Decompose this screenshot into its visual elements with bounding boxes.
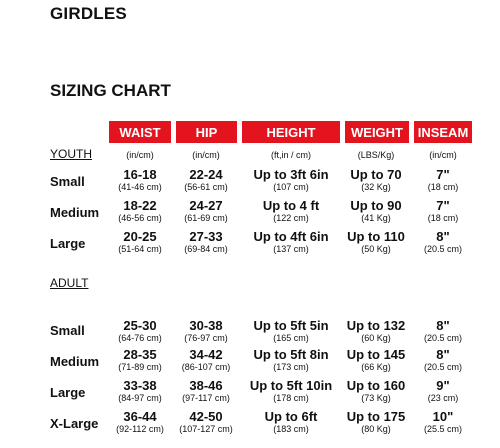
cell-metric: (50 Kg) — [361, 244, 391, 254]
cell-metric: (173 cm) — [273, 362, 309, 372]
unit-waist: (in/cm) — [126, 150, 154, 160]
height-cell — [250, 379, 332, 404]
weight-cell — [347, 348, 406, 373]
cell-value: 27-33 — [189, 229, 223, 244]
cell-metric: (32 Kg) — [361, 182, 391, 192]
cell-metric: (107 cm) — [273, 182, 309, 192]
inseam-cell — [424, 348, 462, 373]
size-label: Large — [50, 385, 86, 400]
cell-value: 22-24 — [189, 167, 223, 182]
hip-cell — [182, 379, 230, 404]
cell-value: 9" — [436, 378, 450, 393]
cell-value: Up to 4ft 6in — [253, 229, 329, 244]
inseam-cell — [424, 319, 462, 344]
inseam-cell — [428, 168, 459, 193]
size-label: Large — [50, 236, 86, 251]
cell-value: 7" — [436, 167, 450, 182]
size-label: Medium — [50, 205, 100, 220]
cell-metric: (122 cm) — [273, 213, 309, 223]
cell-metric: (20.5 cm) — [423, 362, 463, 372]
cell-metric: (18 cm) — [427, 213, 459, 223]
size-label: Small — [50, 323, 85, 338]
cell-value: Up to 90 — [350, 198, 402, 213]
hip-cell — [179, 410, 233, 435]
cell-value: Up to 160 — [346, 378, 406, 393]
cell-metric: (80 Kg) — [361, 424, 391, 434]
waist-cell — [116, 410, 164, 435]
weight-cell — [350, 199, 401, 224]
cell-value: 18-22 — [123, 198, 157, 213]
cell-metric: (69-84 cm) — [184, 244, 228, 254]
hip-cell — [184, 168, 228, 193]
unit-hip: (in/cm) — [192, 150, 220, 160]
weight-cell — [347, 410, 406, 435]
cell-value: Up to 5ft 8in — [253, 347, 329, 362]
waist-cell — [118, 348, 162, 373]
cell-value: 20-25 — [123, 229, 157, 244]
height-cell — [253, 348, 328, 373]
height-cell — [263, 199, 319, 224]
cell-value: Up to 5ft 5in — [253, 318, 329, 333]
cell-value: 36-44 — [123, 409, 157, 424]
column-header-hip: HIP — [176, 121, 237, 143]
hip-cell — [184, 199, 228, 224]
cell-metric: (46-56 cm) — [118, 213, 162, 223]
cell-metric: (66 Kg) — [361, 362, 391, 372]
size-label: X-Large — [50, 416, 99, 431]
height-cell — [265, 410, 318, 435]
height-cell — [253, 230, 328, 255]
hip-cell — [182, 348, 231, 373]
cell-metric: (165 cm) — [273, 333, 309, 343]
cell-value: 28-35 — [123, 347, 157, 362]
cell-metric: (86-107 cm) — [181, 362, 231, 372]
column-header-height: HEIGHT — [242, 121, 340, 143]
cell-value: 38-46 — [189, 378, 223, 393]
weight-cell — [350, 168, 401, 193]
youth-group-label: YOUTH — [50, 147, 92, 161]
cell-value: 34-42 — [189, 347, 223, 362]
cell-metric: (137 cm) — [273, 244, 309, 254]
size-label: Medium — [50, 354, 100, 369]
weight-cell — [347, 319, 406, 344]
waist-cell — [118, 230, 162, 255]
cell-metric: (41 Kg) — [361, 213, 391, 223]
cell-value: 25-30 — [123, 318, 157, 333]
cell-value: 8" — [436, 347, 450, 362]
cell-value: Up to 70 — [350, 167, 402, 182]
hip-cell — [184, 230, 228, 255]
cell-value: Up to 145 — [346, 347, 406, 362]
inseam-cell — [424, 410, 462, 435]
unit-inseam: (in/cm) — [429, 150, 457, 160]
cell-metric: (73 Kg) — [361, 393, 391, 403]
weight-cell — [347, 230, 405, 255]
column-header-inseam: INSEAM — [414, 121, 472, 143]
adult-group-label: ADULT — [50, 276, 89, 290]
section-title: SIZING CHART — [50, 81, 171, 100]
inseam-cell — [428, 379, 459, 404]
waist-cell — [118, 319, 162, 344]
cell-value: Up to 6ft — [264, 409, 318, 424]
cell-value: 8" — [436, 229, 450, 244]
cell-metric: (51-64 cm) — [118, 244, 162, 254]
height-cell — [253, 168, 328, 193]
cell-metric: (20.5 cm) — [423, 244, 463, 254]
size-label: Small — [50, 174, 85, 189]
unit-height: (ft,in / cm) — [271, 150, 311, 160]
cell-metric: (71-89 cm) — [118, 362, 162, 372]
cell-metric: (178 cm) — [273, 393, 309, 403]
cell-value: Up to 5ft 10in — [249, 378, 333, 393]
cell-value: 10" — [432, 409, 454, 424]
cell-value: 16-18 — [123, 167, 157, 182]
inseam-cell — [424, 230, 462, 255]
waist-cell — [118, 199, 162, 224]
cell-metric: (23 cm) — [427, 393, 459, 403]
cell-metric: (183 cm) — [273, 424, 309, 434]
cell-metric: (92-112 cm) — [116, 424, 164, 434]
cell-metric: (18 cm) — [427, 182, 459, 192]
cell-metric: (84-97 cm) — [118, 393, 162, 403]
height-cell — [253, 319, 328, 344]
cell-value: 30-38 — [189, 318, 223, 333]
unit-weight: (LBS/Kg) — [357, 150, 395, 160]
waist-cell — [118, 168, 162, 193]
cell-metric: (64-76 cm) — [118, 333, 162, 343]
cell-metric: (97-117 cm) — [182, 393, 230, 403]
cell-metric: (41-46 cm) — [118, 182, 162, 192]
weight-cell — [347, 379, 406, 404]
document-title: GIRDLES — [50, 4, 127, 23]
cell-value: Up to 132 — [346, 318, 406, 333]
cell-value: 42-50 — [189, 409, 223, 424]
cell-metric: (76-97 cm) — [184, 333, 228, 343]
waist-cell — [118, 379, 162, 404]
cell-value: Up to 110 — [347, 229, 405, 244]
column-header-waist: WAIST — [109, 121, 171, 143]
cell-value: 7" — [436, 198, 450, 213]
cell-value: 33-38 — [123, 378, 157, 393]
cell-value: 8" — [436, 318, 450, 333]
cell-metric: (25.5 cm) — [423, 424, 463, 434]
inseam-cell — [428, 199, 459, 224]
cell-value: Up to 175 — [346, 409, 406, 424]
hip-cell — [184, 319, 228, 344]
cell-metric: (20.5 cm) — [423, 333, 463, 343]
cell-value: 24-27 — [189, 198, 223, 213]
cell-metric: (56-61 cm) — [184, 182, 228, 192]
cell-value: Up to 3ft 6in — [253, 167, 329, 182]
column-header-weight: WEIGHT — [345, 121, 409, 143]
cell-metric: (60 Kg) — [361, 333, 391, 343]
cell-metric: (107-127 cm) — [179, 424, 233, 434]
cell-metric: (61-69 cm) — [184, 213, 228, 223]
cell-value: Up to 4 ft — [262, 198, 320, 213]
